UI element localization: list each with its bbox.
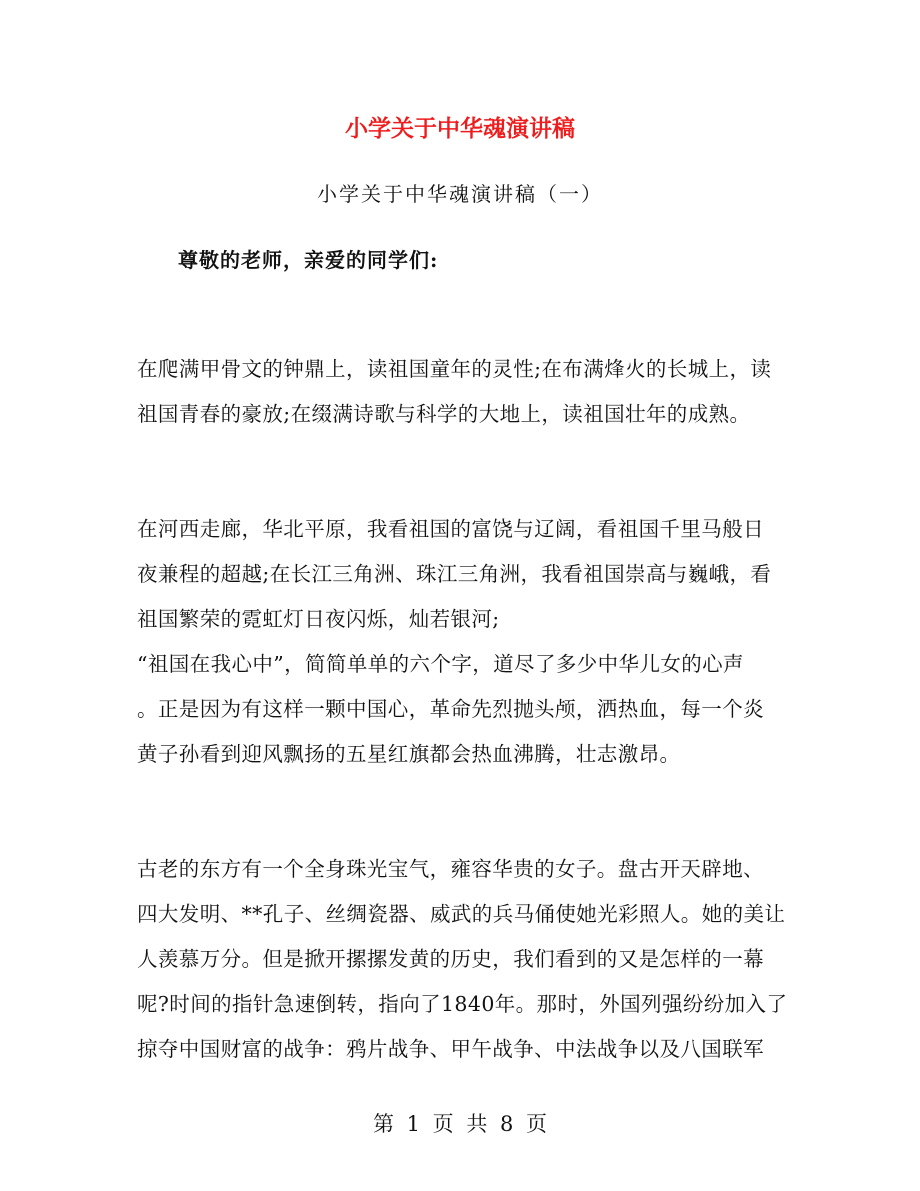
text-line: 古老的东方有一个全身珠光宝气，雍容华贵的女子。盘古开天辟地、: [137, 857, 764, 881]
document-title: 小学关于中华魂演讲稿: [345, 116, 575, 142]
document-body: [137, 347, 797, 1072]
text-line: 夜兼程的超越;在长江三角洲、珠江三角洲，我看祖国崇高与巍峨，看: [137, 562, 772, 586]
paragraph: [137, 642, 797, 777]
text-line: 在河西走廊，华北平原，我看祖国的富饶与辽阔，看祖国千里马般日: [137, 517, 764, 541]
document-subtitle: 小学关于中华魂演讲稿（一）: [317, 182, 603, 206]
text-line: 祖国繁荣的霓虹灯日夜闪烁，灿若银河;: [137, 607, 500, 631]
text-line: “祖国在我心中”，简简单单的六个字，道尽了多少中华儿女的心声: [137, 652, 744, 676]
greeting: 尊敬的老师，亲爱的同学们:: [178, 248, 439, 272]
text-line: 四大发明、**孔子、丝绸瓷器、威武的兵马俑使她光彩照人。她的美让: [137, 902, 786, 926]
paragraph: [137, 847, 797, 1072]
paragraph: [137, 347, 797, 437]
text-line: 掠夺中国财富的战争：鸦片战争、甲午战争、中法战争以及八国联军: [137, 1037, 764, 1061]
text-line: 祖国青春的豪放;在缀满诗歌与科学的大地上，读祖国壮年的成熟。: [137, 402, 751, 426]
text-line: 。正是因为有这样一颗中国心，革命先烈抛头颅，洒热血，每一个炎: [137, 697, 764, 721]
text-line: 呢?时间的指针急速倒转，指向了1840年。那时，外国列强纷纷加入了: [137, 992, 788, 1016]
text-line: 人羡慕万分。但是掀开摞摞发黄的历史，我们看到的又是怎样的一幕: [137, 947, 764, 971]
page-number-footer: 第 1 页 共 8 页: [372, 1112, 548, 1136]
text-line: 在爬满甲骨文的钟鼎上，读祖国童年的灵性;在布满烽火的长城上，读: [137, 357, 772, 381]
text-line: 黄子孙看到迎风飘扬的五星红旗都会热血沸腾，壮志激昂。: [137, 742, 681, 766]
paragraph: [137, 507, 797, 642]
